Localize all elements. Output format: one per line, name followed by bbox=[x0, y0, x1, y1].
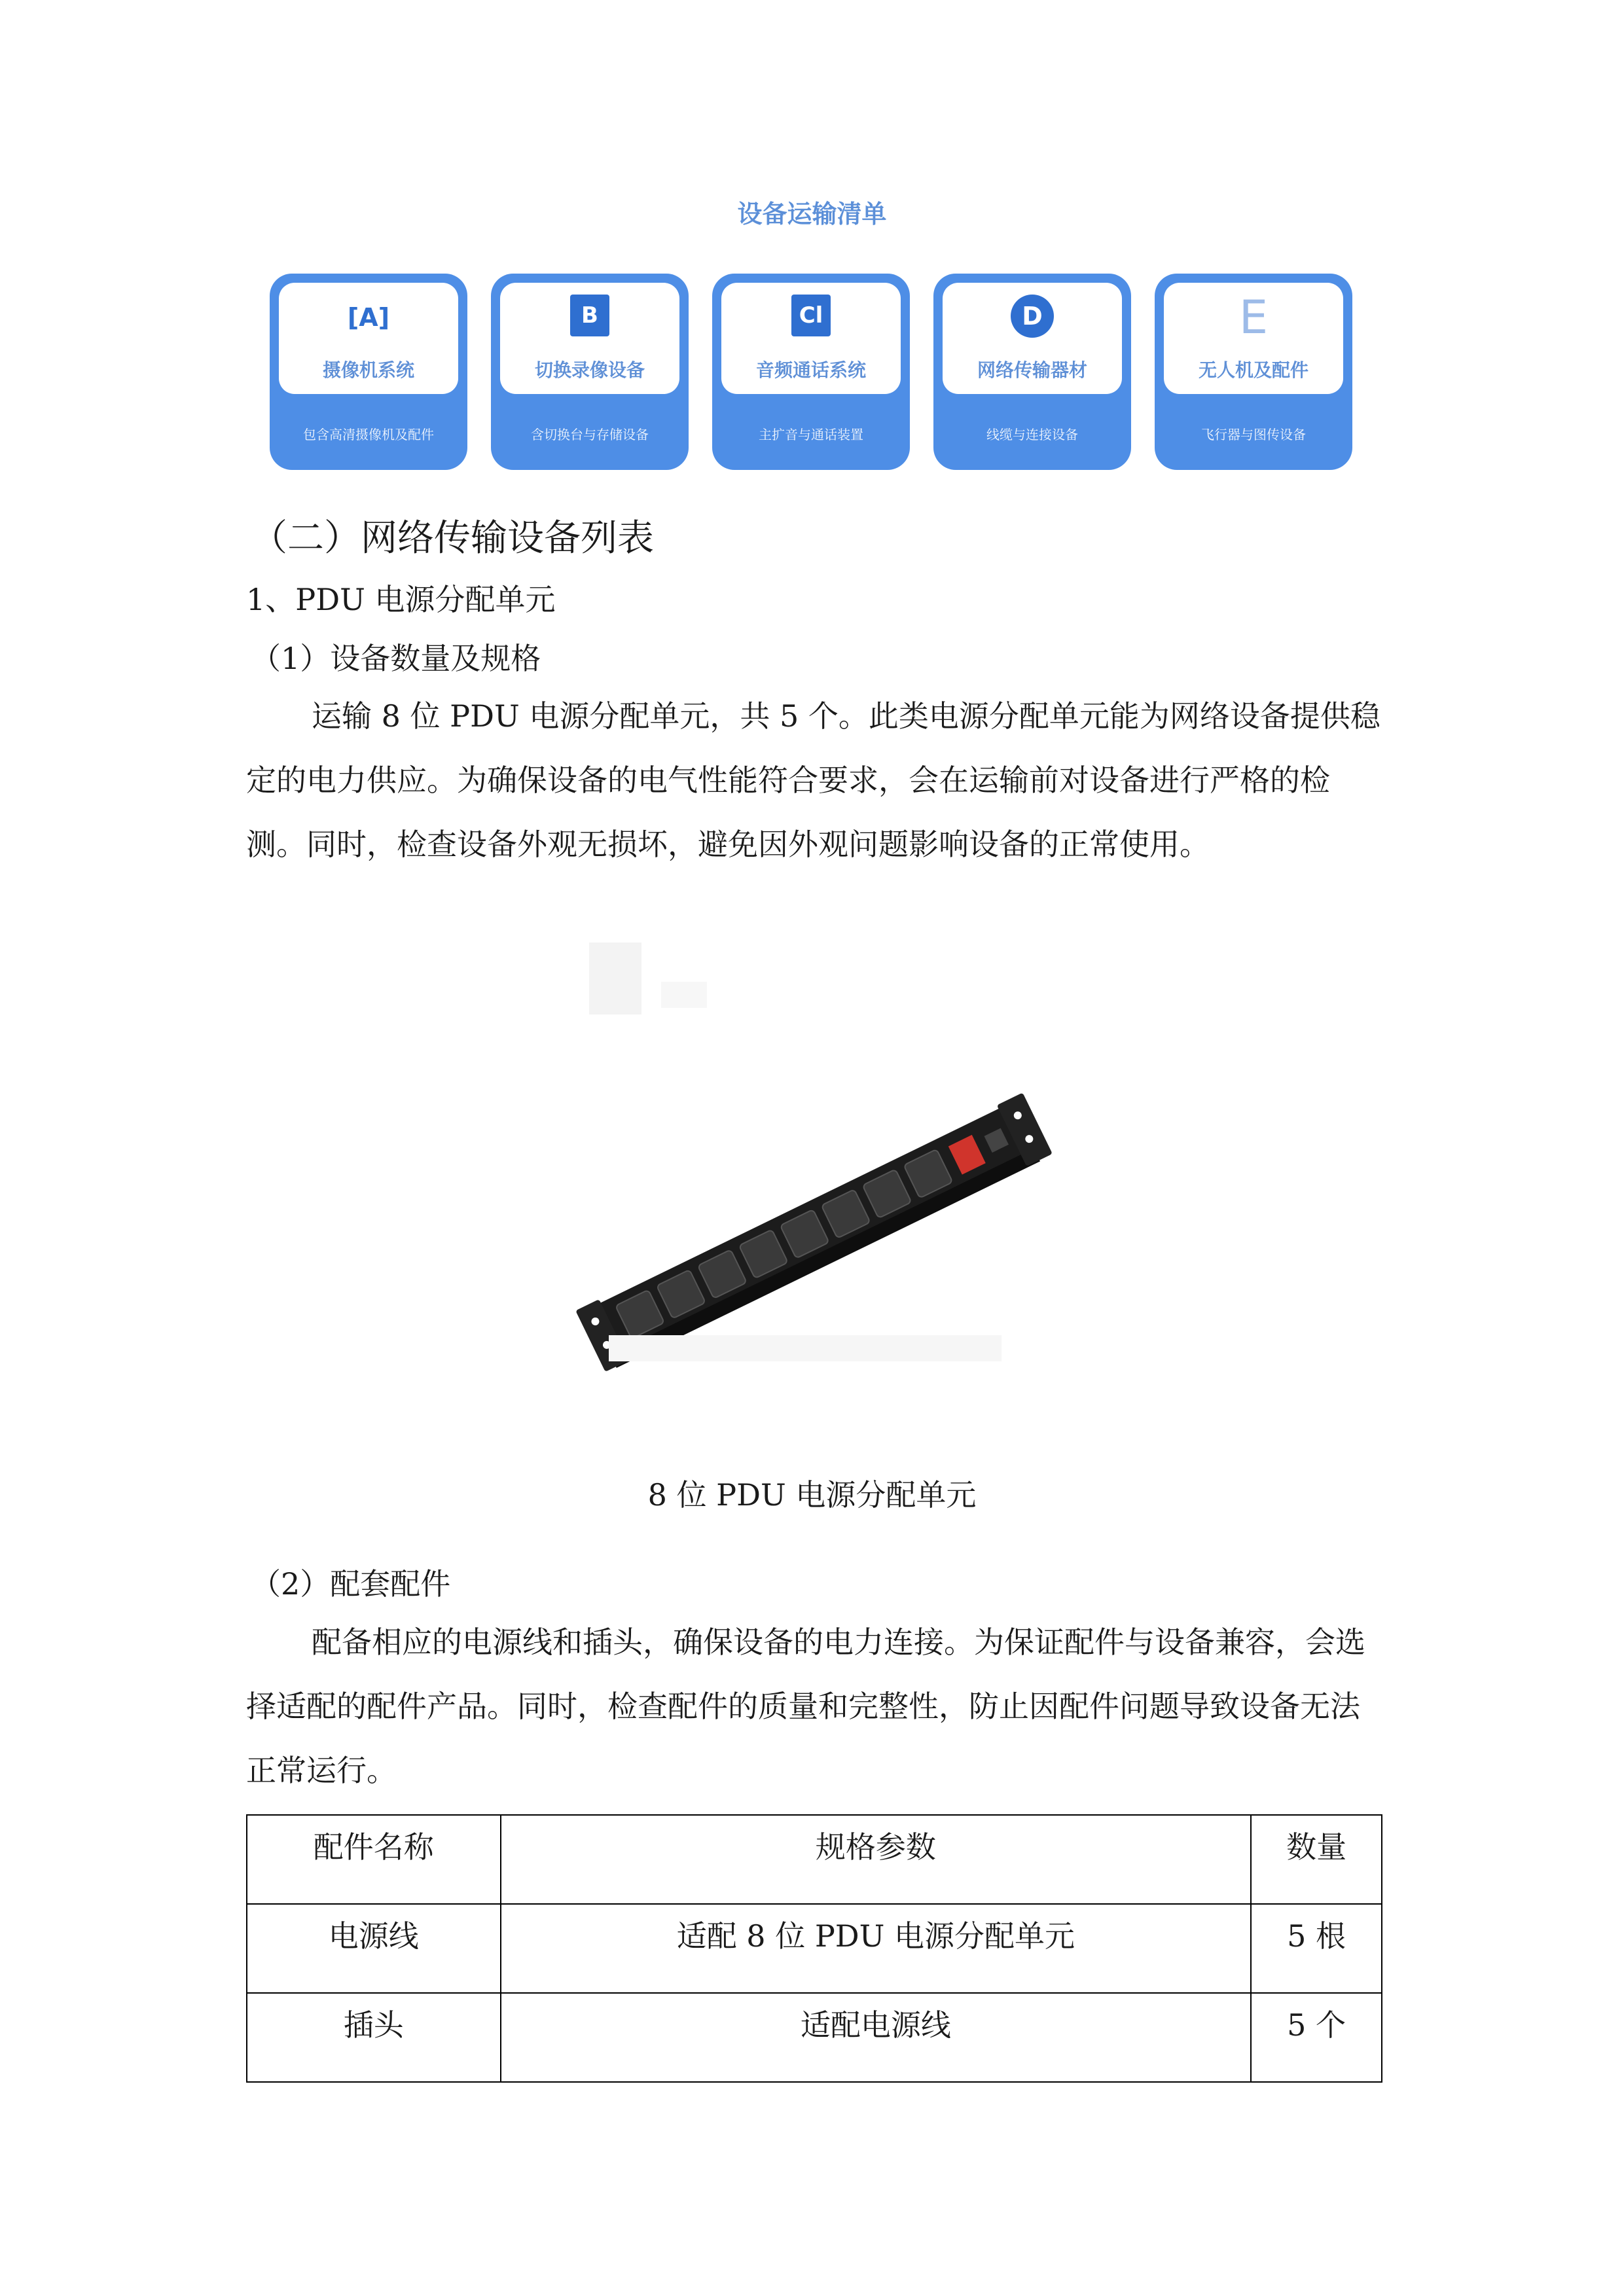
card-title: 切换录像设备 bbox=[534, 359, 645, 381]
network-d-icon: D bbox=[1011, 295, 1054, 338]
table-cell: 电源线 bbox=[247, 1904, 501, 1993]
switcher-b-icon: B bbox=[570, 295, 609, 336]
accessories-table bbox=[246, 1814, 1382, 2083]
paragraph-spec: 运输 8 位 PDU 电源分配单元，共 5 个。此类电源分配单元能为网络设备提供稳定的电力供应。为确保设备的电气性能符合要求，会在运输前对设备进行严格的检测。同时，检查设备外观无损坏，避免因外观问题影响设备的正常使用。 bbox=[246, 698, 1380, 862]
card-subtitle: 包含高清摄像机及配件 bbox=[303, 427, 434, 442]
subheading-quantity-spec: （1）设备数量及规格 bbox=[251, 641, 541, 676]
section-heading: （二）网络传输设备列表 bbox=[251, 517, 654, 560]
table-header-cell: 数量 bbox=[1251, 1815, 1382, 1904]
card-camera-system bbox=[270, 274, 467, 470]
camera-frame-icon: [ A ] bbox=[347, 303, 390, 332]
table-header-cell: 配件名称 bbox=[247, 1815, 501, 1904]
card-title: 音频通话系统 bbox=[755, 359, 866, 381]
card-drone-accessories bbox=[1155, 274, 1352, 470]
table-row bbox=[247, 1904, 1382, 1993]
table-cell: 适配电源线 bbox=[501, 1993, 1252, 2082]
table-cell: 插头 bbox=[247, 1993, 501, 2082]
table-cell: 适配 8 位 PDU 电源分配单元 bbox=[501, 1904, 1252, 1993]
card-audio-intercom bbox=[712, 274, 910, 470]
table-cell: 5 根 bbox=[1251, 1904, 1382, 1993]
table-cell: 5 个 bbox=[1251, 1993, 1382, 2082]
card-title: 摄像机系统 bbox=[322, 359, 414, 381]
banner-title: 设备运输清单 bbox=[737, 200, 887, 228]
table-header-row bbox=[247, 1815, 1382, 1904]
card-subtitle: 含切换台与存储设备 bbox=[531, 427, 649, 442]
table-row bbox=[247, 1993, 1382, 2082]
table-header-cell: 规格参数 bbox=[501, 1815, 1252, 1904]
pdu-product-image bbox=[550, 942, 1074, 1420]
subheading-accessories: （2）配套配件 bbox=[251, 1566, 451, 1602]
card-title: 无人机及配件 bbox=[1198, 359, 1308, 381]
card-network-transmission bbox=[933, 274, 1131, 470]
drone-e-icon: E bbox=[1238, 291, 1269, 344]
card-switcher-recorder bbox=[491, 274, 689, 470]
card-subtitle: 线缆与连接设备 bbox=[986, 427, 1078, 442]
item-heading: 1、PDU 电源分配单元 bbox=[246, 582, 556, 617]
audio-cl-icon: Cl bbox=[791, 295, 831, 336]
paragraph-accessories: 配备相应的电源线和插头，确保设备的电力连接。为保证配件与设备兼容，会选择适配的配件产品。同时，检查配件的质量和完整性，防止因配件问题导致设备无法正常运行。 bbox=[246, 1624, 1365, 1788]
card-subtitle: 主扩音与通话装置 bbox=[759, 427, 863, 442]
image-caption: 8 位 PDU 电源分配单元 bbox=[647, 1477, 977, 1513]
card-title: 网络传输器材 bbox=[977, 359, 1087, 381]
card-subtitle: 飞行器与图传设备 bbox=[1201, 427, 1306, 442]
